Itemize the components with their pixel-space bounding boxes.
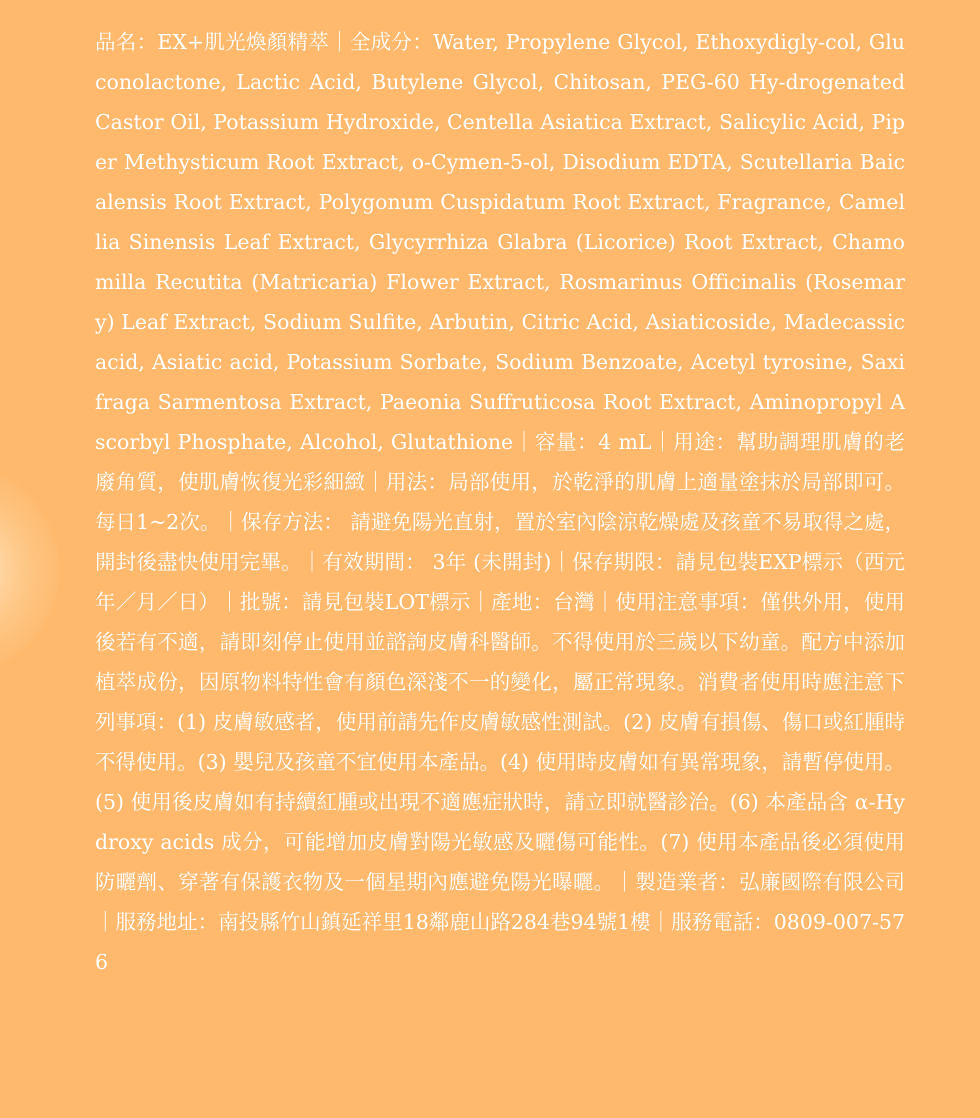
product-label-text: 品名：EX+肌光煥顏精萃｜全成分：Water, Propylene Glycol, Ethoxydigly-col, Gluconolactone, Lactic Acid, Butylene Glycol, Chitosan, PEG-60 Hy-drogenated Castor Oil, Potassium Hydroxide, Centella Asiatica Extract, Salicylic Acid, Piper Methysticum Root Extract, o-Cymen-5-ol, Disodium EDTA, Scutellaria Baicalensis Root Extract, Polygonum Cuspidatum Root Extract, Fragrance, Camellia Sinensis Leaf Extract, Glycyrrhiza Glabra (Licorice) Root Extract, Chamomilla Recutita (Matricaria) Flower Extract, Rosmarinus Officinalis (Rosemary) Leaf Extract, Sodium Sulfite, Arbutin, Citric Acid, Asiaticoside, Madecassic acid, Asiatic acid, Potassium Sorbate, Sodium Benzoate, Acetyl tyrosine, Saxifraga Sarmentosa Extract, Paeonia Suffruticosa Root Extract, Aminopropyl Ascorbyl Phosphate, Alcohol, Glutathione｜容量：4 mL｜用途：幫助調理肌膚的老廢角質，使肌膚恢復光彩細緻｜用法：局部使用，於乾淨的肌膚上適量塗抹於局部即可。每日1~2次。｜保存方法： 請避免陽光直射，置於室內陰涼乾燥處及孩童不易取得之處，開封後盡快使用完畢。｜有效期間： 3年 (未開封)｜保存期限：請見包裝EXP標示（西元年／月／日）｜批號：請見包裝LOT標示｜產地：台灣｜使用注意事項：僅供外用，使用後若有不適，請即刻停止使用並諮詢皮膚科醫師。不得使用於三歲以下幼童。配方中添加植萃成份，因原物料特性會有顏色深淺不一的變化，屬正常現象。消費者使用時應注意下列事項：(1) 皮膚敏感者，使用前請先作皮膚敏感性測試。(2) 皮膚有損傷、傷口或紅腫時不得使用。(3) 嬰兒及孩童不宜使用本產品。(4) 使用時皮膚如有異常現象，請暫停使用。(5) 使用後皮膚如有持續紅腫或出現不適應症狀時，請立即就醫診治。(6) 本產品含 α-Hydroxy acids 成分，可能增加皮膚對陽光敏感及曬傷可能性。(7) 使用本產品後必須使用防曬劑、穿著有保護衣物及一個星期內應避免陽光曝曬。｜製造業者：弘廉國際有限公司｜服務地址：南投縣竹山鎮延祥里18鄰鹿山路284巷94號1樓｜服務電話：0809-007-576 [95, 30, 905, 974]
decorative-glow [0, 470, 60, 670]
